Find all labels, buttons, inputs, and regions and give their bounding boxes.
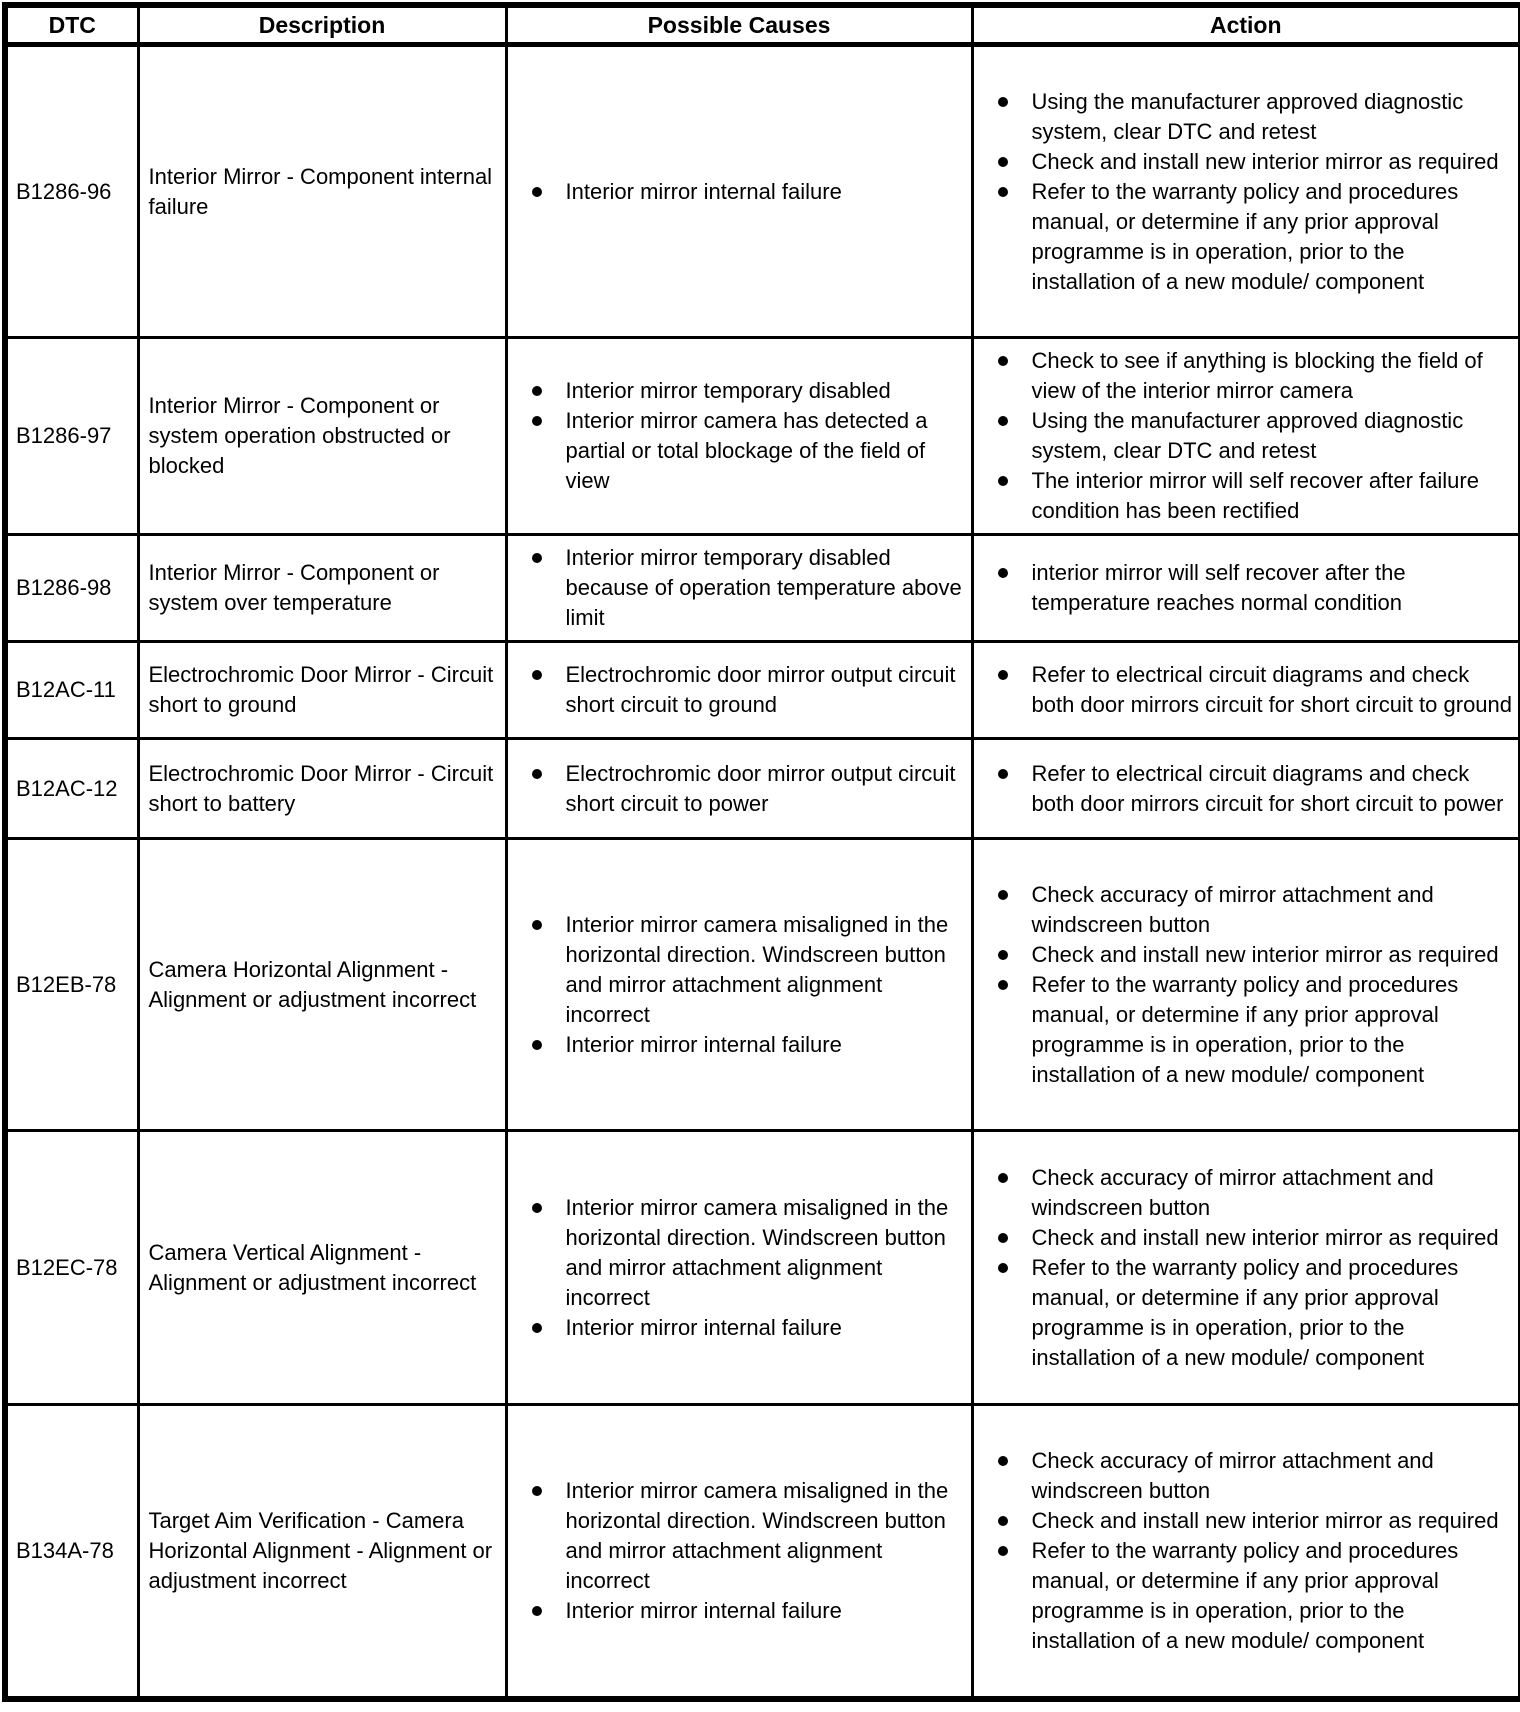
possible-causes-cell [506, 535, 972, 642]
dtc-code: B134A-78 [5, 1405, 138, 1699]
action-item: Refer to the warranty policy and procedures manual, or determine if any prior approval programme is in operation, prior to the installation of a new module/ component [974, 1536, 1513, 1656]
action-item: interior mirror will self recover after the temperature reaches normal condition [974, 558, 1513, 618]
description-cell: Electrochromic Door Mirror - Circuit short to battery [138, 739, 506, 839]
actions-list [974, 558, 1513, 618]
actions-list [974, 880, 1513, 1090]
description-cell: Interior Mirror - Component or system over temperature [138, 535, 506, 642]
dtc-code: B1286-97 [5, 338, 138, 535]
causes-list [508, 660, 965, 720]
cause-item: Interior mirror internal failure [508, 1030, 965, 1060]
action-item: Check and install new interior mirror as required [974, 940, 1513, 970]
possible-causes-cell [506, 338, 972, 535]
action-cell [972, 1405, 1520, 1699]
action-item: Using the manufacturer approved diagnostic system, clear DTC and retest [974, 87, 1513, 147]
dtc-table [2, 2, 1520, 1702]
actions-list [974, 1163, 1513, 1373]
description-cell: Target Aim Verification - Camera Horizontal Alignment - Alignment or adjustment incorrect [138, 1405, 506, 1699]
table-row [5, 1405, 1520, 1699]
causes-list [508, 759, 965, 819]
table-row [5, 45, 1520, 338]
action-item: Check and install new interior mirror as required [974, 1506, 1513, 1536]
action-cell [972, 1131, 1520, 1405]
action-cell [972, 535, 1520, 642]
col-header-dtc: DTC [5, 5, 138, 45]
cause-item: Interior mirror camera misaligned in the horizontal direction. Windscreen button and mirror attachment alignment incorrect [508, 1476, 965, 1596]
action-cell [972, 739, 1520, 839]
table-row [5, 642, 1520, 739]
table-row [5, 839, 1520, 1131]
cause-item: Interior mirror internal failure [508, 1313, 965, 1343]
table-row [5, 338, 1520, 535]
action-item: Refer to the warranty policy and procedures manual, or determine if any prior approval programme is in operation, prior to the installation of a new module/ component [974, 177, 1513, 297]
dtc-code: B12EB-78 [5, 839, 138, 1131]
table-row [5, 739, 1520, 839]
dtc-code: B12AC-12 [5, 739, 138, 839]
cause-item: Interior mirror internal failure [508, 177, 965, 207]
col-header-description: Description [138, 5, 506, 45]
actions-list [974, 660, 1513, 720]
causes-list [508, 910, 965, 1060]
action-cell [972, 839, 1520, 1131]
description-cell: Camera Vertical Alignment - Alignment or adjustment incorrect [138, 1131, 506, 1405]
possible-causes-cell [506, 739, 972, 839]
possible-causes-cell [506, 45, 972, 338]
causes-list [508, 1193, 965, 1343]
description-cell: Interior Mirror - Component internal failure [138, 45, 506, 338]
action-item: Refer to electrical circuit diagrams and check both door mirrors circuit for short circuit to ground [974, 660, 1513, 720]
cause-item: Electrochromic door mirror output circuit short circuit to power [508, 759, 965, 819]
causes-list [508, 1476, 965, 1626]
action-item: Check and install new interior mirror as required [974, 1223, 1513, 1253]
action-item: Refer to electrical circuit diagrams and check both door mirrors circuit for short circuit to power [974, 759, 1513, 819]
action-item: The interior mirror will self recover after failure condition has been rectified [974, 466, 1513, 526]
causes-list [508, 376, 965, 496]
possible-causes-cell [506, 839, 972, 1131]
action-item: Check accuracy of mirror attachment and windscreen button [974, 1163, 1513, 1223]
actions-list [974, 1446, 1513, 1656]
header-row [5, 5, 1520, 45]
action-cell [972, 642, 1520, 739]
cause-item: Interior mirror temporary disabled [508, 376, 965, 406]
action-item: Using the manufacturer approved diagnostic system, clear DTC and retest [974, 406, 1513, 466]
action-item: Refer to the warranty policy and procedures manual, or determine if any prior approval programme is in operation, prior to the installation of a new module/ component [974, 970, 1513, 1090]
dtc-code: B12EC-78 [5, 1131, 138, 1405]
causes-list [508, 177, 965, 207]
action-cell [972, 45, 1520, 338]
action-item: Check accuracy of mirror attachment and windscreen button [974, 880, 1513, 940]
cause-item: Interior mirror internal failure [508, 1596, 965, 1626]
cause-item: Interior mirror camera has detected a partial or total blockage of the field of view [508, 406, 965, 496]
action-cell [972, 338, 1520, 535]
possible-causes-cell [506, 642, 972, 739]
action-item: Check and install new interior mirror as required [974, 147, 1513, 177]
description-cell: Interior Mirror - Component or system operation obstructed or blocked [138, 338, 506, 535]
description-cell: Camera Horizontal Alignment - Alignment or adjustment incorrect [138, 839, 506, 1131]
dtc-code: B12AC-11 [5, 642, 138, 739]
description-cell: Electrochromic Door Mirror - Circuit short to ground [138, 642, 506, 739]
actions-list [974, 346, 1513, 526]
action-item: Refer to the warranty policy and procedures manual, or determine if any prior approval programme is in operation, prior to the installation of a new module/ component [974, 1253, 1513, 1373]
cause-item: Interior mirror temporary disabled because of operation temperature above limit [508, 543, 965, 633]
cause-item: Electrochromic door mirror output circuit short circuit to ground [508, 660, 965, 720]
action-item: Check to see if anything is blocking the field of view of the interior mirror camera [974, 346, 1513, 406]
actions-list [974, 759, 1513, 819]
dtc-code: B1286-96 [5, 45, 138, 338]
cause-item: Interior mirror camera misaligned in the horizontal direction. Windscreen button and mirror attachment alignment incorrect [508, 1193, 965, 1313]
actions-list [974, 87, 1513, 297]
col-header-possible-causes: Possible Causes [506, 5, 972, 45]
dtc-code: B1286-98 [5, 535, 138, 642]
table-row [5, 1131, 1520, 1405]
possible-causes-cell [506, 1405, 972, 1699]
table-row [5, 535, 1520, 642]
action-item: Check accuracy of mirror attachment and windscreen button [974, 1446, 1513, 1506]
col-header-action: Action [972, 5, 1520, 45]
possible-causes-cell [506, 1131, 972, 1405]
cause-item: Interior mirror camera misaligned in the horizontal direction. Windscreen button and mirror attachment alignment incorrect [508, 910, 965, 1030]
causes-list [508, 543, 965, 633]
